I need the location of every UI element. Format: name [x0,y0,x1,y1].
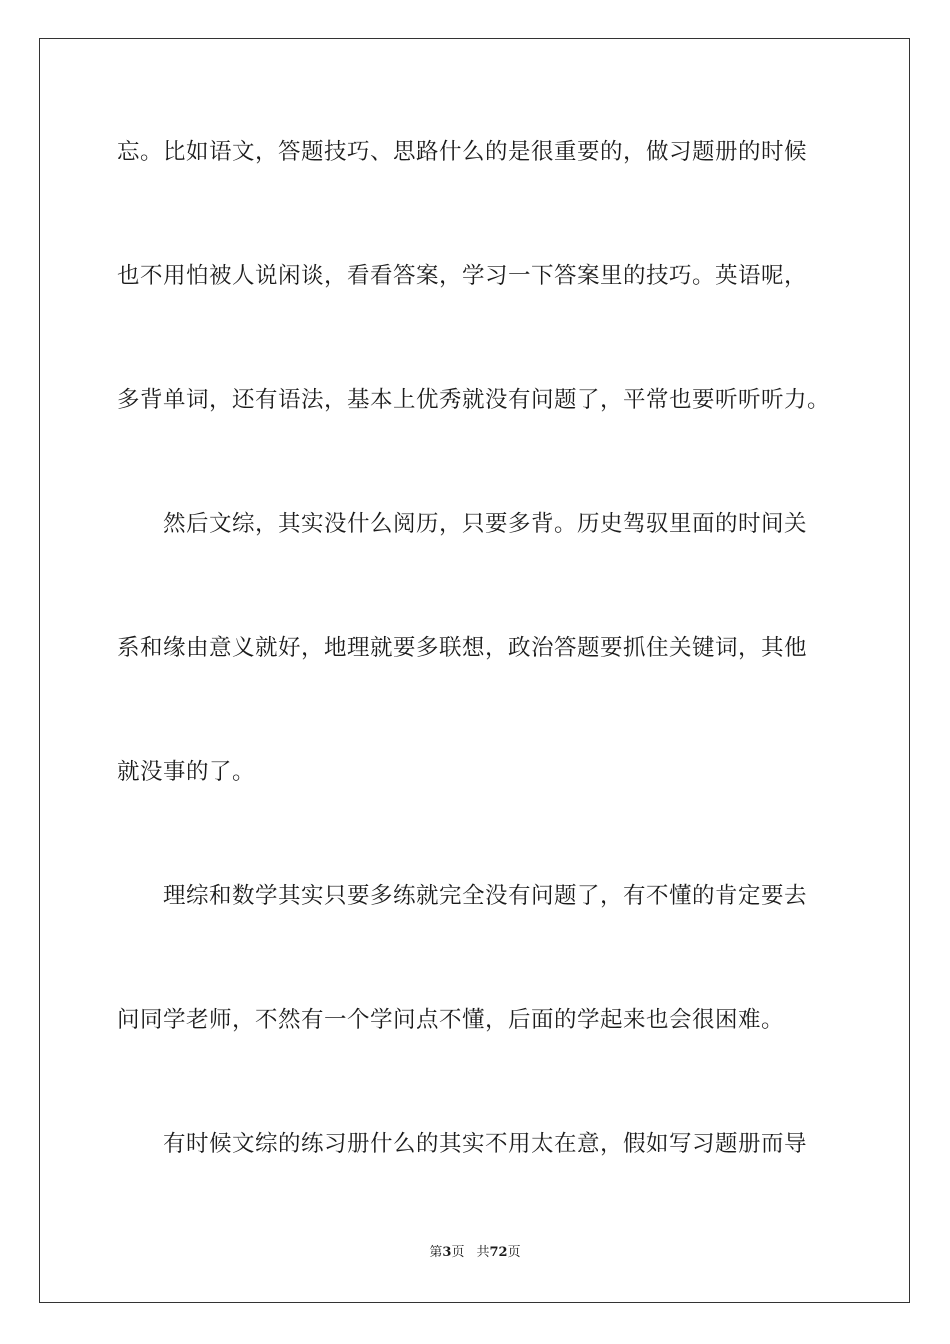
body-line-9: 有时候文综的练习册什么的其实不用太在意，假如写习题册而导 [163,1131,808,1157]
body-line-2: 也不用怕被人说闲谈，看看答案，学习一下答案里的技巧。英语呢， [117,263,808,289]
page-suffix: 页 [451,1245,465,1260]
page-border [39,38,910,1303]
body-line-5: 系和缘由意义就好，地理就要多联想，政治答题要抓住关键词，其他 [117,635,808,661]
body-line-4: 然后文综，其实没什么阅历，只要多背。历史驾驭里面的时间关 [163,511,808,537]
total-suffix: 页 [507,1245,521,1260]
total-prefix: 共 [476,1245,490,1260]
page-footer [0,1245,950,1261]
body-line-6: 就没事的了。 [117,759,256,785]
page-prefix: 第 [429,1245,443,1260]
body-line-8: 问同学老师，不然有一个学问点不懂，后面的学起来也会很困难。 [117,1007,785,1033]
page-total-number: 72 [489,1245,508,1260]
body-line-3: 多背单词，还有语法，基本上优秀就没有问题了，平常也要听听听力。 [117,387,831,413]
page-current-number: 3 [442,1245,452,1260]
body-line-1: 忘。比如语文，答题技巧、思路什么的是很重要的，做习题册的时候 [117,139,808,165]
body-line-7: 理综和数学其实只要多练就完全没有问题了，有不懂的肯定要去 [163,883,808,909]
